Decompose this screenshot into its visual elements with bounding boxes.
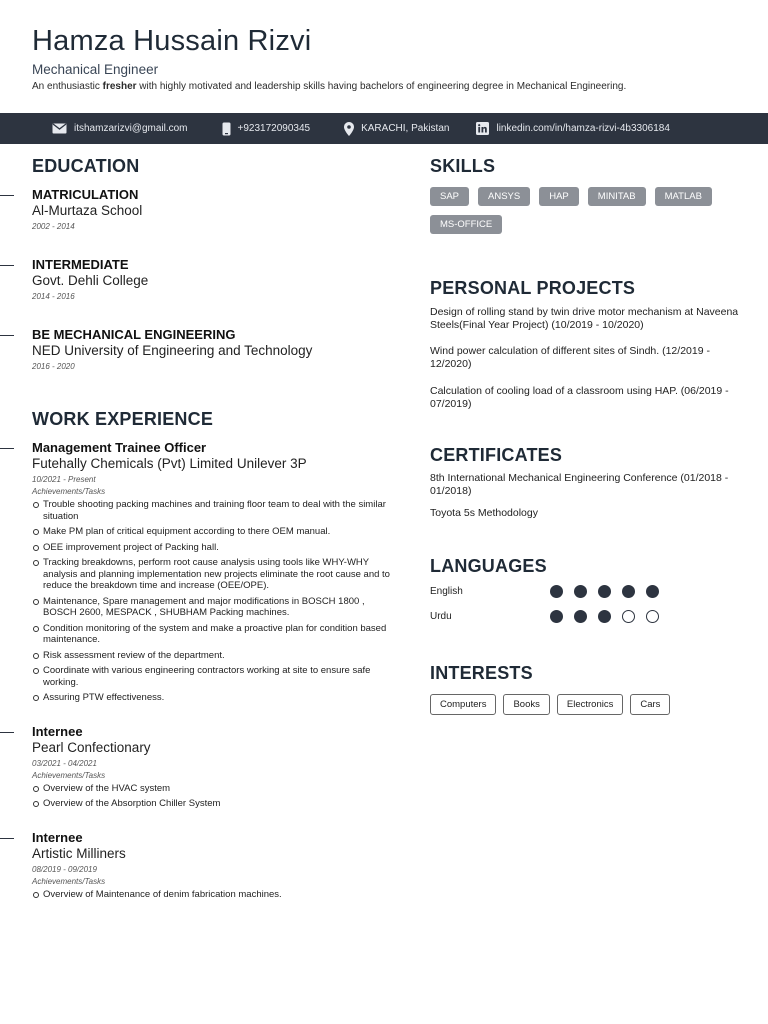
certificate-item: Toyota 5s Methodology	[430, 507, 538, 519]
education-school: NED University of Engineering and Technology	[32, 343, 313, 358]
skill-tag: MS-OFFICE	[430, 215, 502, 234]
language-level	[550, 610, 659, 623]
work-task-list	[32, 783, 392, 810]
work-tasks-label: Achievements/Tasks	[32, 487, 106, 496]
skills-list	[430, 187, 740, 234]
skill-tag: ANSYS	[478, 187, 530, 206]
task-item: Assuring PTW effectiveness.	[32, 692, 392, 704]
timeline-marker	[0, 838, 14, 839]
task-item: Risk assessment review of the department.	[32, 650, 392, 662]
level-dot-filled	[646, 585, 659, 598]
education-school: Al-Murtaza School	[32, 203, 143, 218]
certificates-title: CERTIFICATES	[430, 445, 563, 465]
level-dot-filled	[622, 585, 635, 598]
timeline-marker	[0, 732, 14, 733]
education-degree: INTERMEDIATE	[32, 257, 129, 272]
task-item: OEE improvement project of Packing hall.	[32, 542, 392, 554]
work-task-list	[32, 889, 392, 901]
level-dot-filled	[550, 610, 563, 623]
project-item: Calculation of cooling load of a classroom using HAP. (06/2019 - 07/2019)	[430, 385, 729, 410]
work-entry	[32, 440, 392, 704]
work-dates: 03/2021 - 04/2021	[32, 758, 97, 768]
task-item: Overview of the Absorption Chiller System	[32, 798, 392, 810]
task-item: Maintenance, Spare management and major modifications in BOSCH 1800 , BOSCH 2600, MESPACK , SHUBHAM Packing machines.	[32, 596, 392, 619]
timeline-marker	[0, 195, 14, 196]
contact-bar	[0, 113, 768, 144]
work-company: Artistic Milliners	[32, 845, 126, 861]
location-text: KARACHI, Pakistan	[361, 123, 450, 134]
education-degree: BE MECHANICAL ENGINEERING	[32, 327, 236, 342]
work-role: Internee	[32, 829, 83, 845]
work-tasks-label: Achievements/Tasks	[32, 770, 106, 780]
education-entry	[32, 327, 392, 371]
work-entry	[32, 830, 392, 901]
summary-start: An enthusiastic	[32, 81, 103, 92]
education-entry	[32, 187, 392, 231]
work-company: Pearl Confectionary	[32, 739, 151, 755]
skills-title: SKILLS	[430, 156, 496, 176]
phone-text: +923172090345	[237, 123, 311, 134]
timeline-marker	[0, 335, 14, 336]
task-item: Overview of the HVAC system	[32, 783, 392, 795]
contact-email[interactable]	[52, 123, 188, 134]
task-item: Overview of Maintenance of denim fabrication machines.	[32, 889, 392, 901]
candidate-title: Mechanical Engineer	[32, 62, 159, 77]
contact-linkedin[interactable]	[476, 122, 669, 135]
location-pin-icon	[344, 122, 354, 136]
certificate-item: 8th International Mechanical Engineering Conference (01/2018 - 01/2018)	[430, 472, 729, 497]
contact-phone[interactable]	[222, 122, 311, 136]
linkedin-text: linkedin.com/in/hamza-rizvi-4b3306184	[496, 123, 670, 134]
linkedin-icon	[476, 122, 489, 135]
level-dot-filled	[598, 610, 611, 623]
task-item: Condition monitoring of the system and make a proactive plan for condition based maintenance.	[32, 623, 392, 646]
education-dates: 2014 - 2016	[32, 292, 75, 301]
task-item: Make PM plan of critical equipment according to there OEM manual.	[32, 526, 392, 538]
level-dot-filled	[574, 610, 587, 623]
task-item: Trouble shooting packing machines and training floor team to deal with the similar situation	[32, 499, 392, 522]
task-item: Tracking breakdowns, perform root cause analysis using tools like WHY-WHY analysis and planning implementation new projects eliminate the root cause and to reduce the breakdown time and increase (OEE/OPE).	[32, 557, 392, 592]
education-school: Govt. Dehli College	[32, 273, 149, 288]
language-level	[550, 585, 659, 598]
skill-tag: SAP	[430, 187, 469, 206]
left-column	[32, 156, 392, 904]
interest-tag: Books	[503, 694, 549, 715]
languages-title: LANGUAGES	[430, 555, 547, 576]
level-dot-empty	[646, 610, 659, 623]
work-entry	[32, 724, 392, 810]
interest-tag: Computers	[430, 694, 496, 715]
phone-icon	[222, 122, 231, 136]
work-experience-title: WORK EXPERIENCE	[32, 409, 214, 429]
language-row	[430, 610, 750, 624]
education-entry	[32, 257, 392, 301]
resume-header	[32, 24, 752, 92]
work-role: Internee	[32, 723, 83, 739]
education-title: EDUCATION	[32, 156, 140, 176]
level-dot-filled	[598, 585, 611, 598]
level-dot-filled	[550, 585, 563, 598]
email-icon	[52, 123, 67, 134]
interests-list	[430, 694, 750, 715]
contact-location	[344, 122, 449, 136]
work-dates: 08/2019 - 09/2019	[32, 864, 97, 874]
work-dates: 10/2021 - Present	[32, 475, 96, 484]
work-task-list	[32, 499, 392, 704]
interest-tag: Electronics	[557, 694, 623, 715]
education-degree: MATRICULATION	[32, 187, 139, 202]
interest-tag: Cars	[630, 694, 670, 715]
education-dates: 2016 - 2020	[32, 362, 75, 371]
interests-title: INTERESTS	[430, 662, 533, 683]
level-dot-filled	[574, 585, 587, 598]
work-company: Futehally Chemicals (Pvt) Limited Unilever 3P	[32, 456, 307, 471]
skill-tag: MINITAB	[588, 187, 646, 206]
timeline-marker	[0, 265, 14, 266]
summary-end: with highly motivated and leadership skills having bachelors of engineering degree in Mechanical Engineering.	[136, 81, 627, 92]
summary	[32, 81, 752, 92]
email-text: itshamzarizvi@gmail.com	[74, 123, 188, 134]
language-name: English	[430, 586, 463, 597]
work-role: Management Trainee Officer	[32, 440, 207, 455]
level-dot-empty	[622, 610, 635, 623]
task-item: Coordinate with various engineering contractors working at site to ensure safe working.	[32, 665, 392, 688]
skill-tag: HAP	[539, 187, 579, 206]
education-dates: 2002 - 2014	[32, 222, 75, 231]
candidate-name: Hamza Hussain Rizvi	[32, 25, 312, 57]
timeline-marker	[0, 448, 14, 449]
personal-projects-title: PERSONAL PROJECTS	[430, 278, 636, 298]
project-item: Design of rolling stand by twin drive motor mechanism at Naveena Steels(Final Year Project) (10/2019 - 10/2020)	[430, 306, 739, 331]
languages-list	[430, 585, 750, 624]
language-row	[430, 585, 750, 599]
language-name: Urdu	[430, 611, 452, 622]
skill-tag: MATLAB	[655, 187, 712, 206]
summary-bold: fresher	[102, 81, 137, 92]
project-item: Wind power calculation of different sites of Sindh. (12/2019 - 12/2020)	[430, 345, 710, 370]
work-tasks-label: Achievements/Tasks	[32, 876, 106, 886]
right-column	[430, 156, 750, 715]
